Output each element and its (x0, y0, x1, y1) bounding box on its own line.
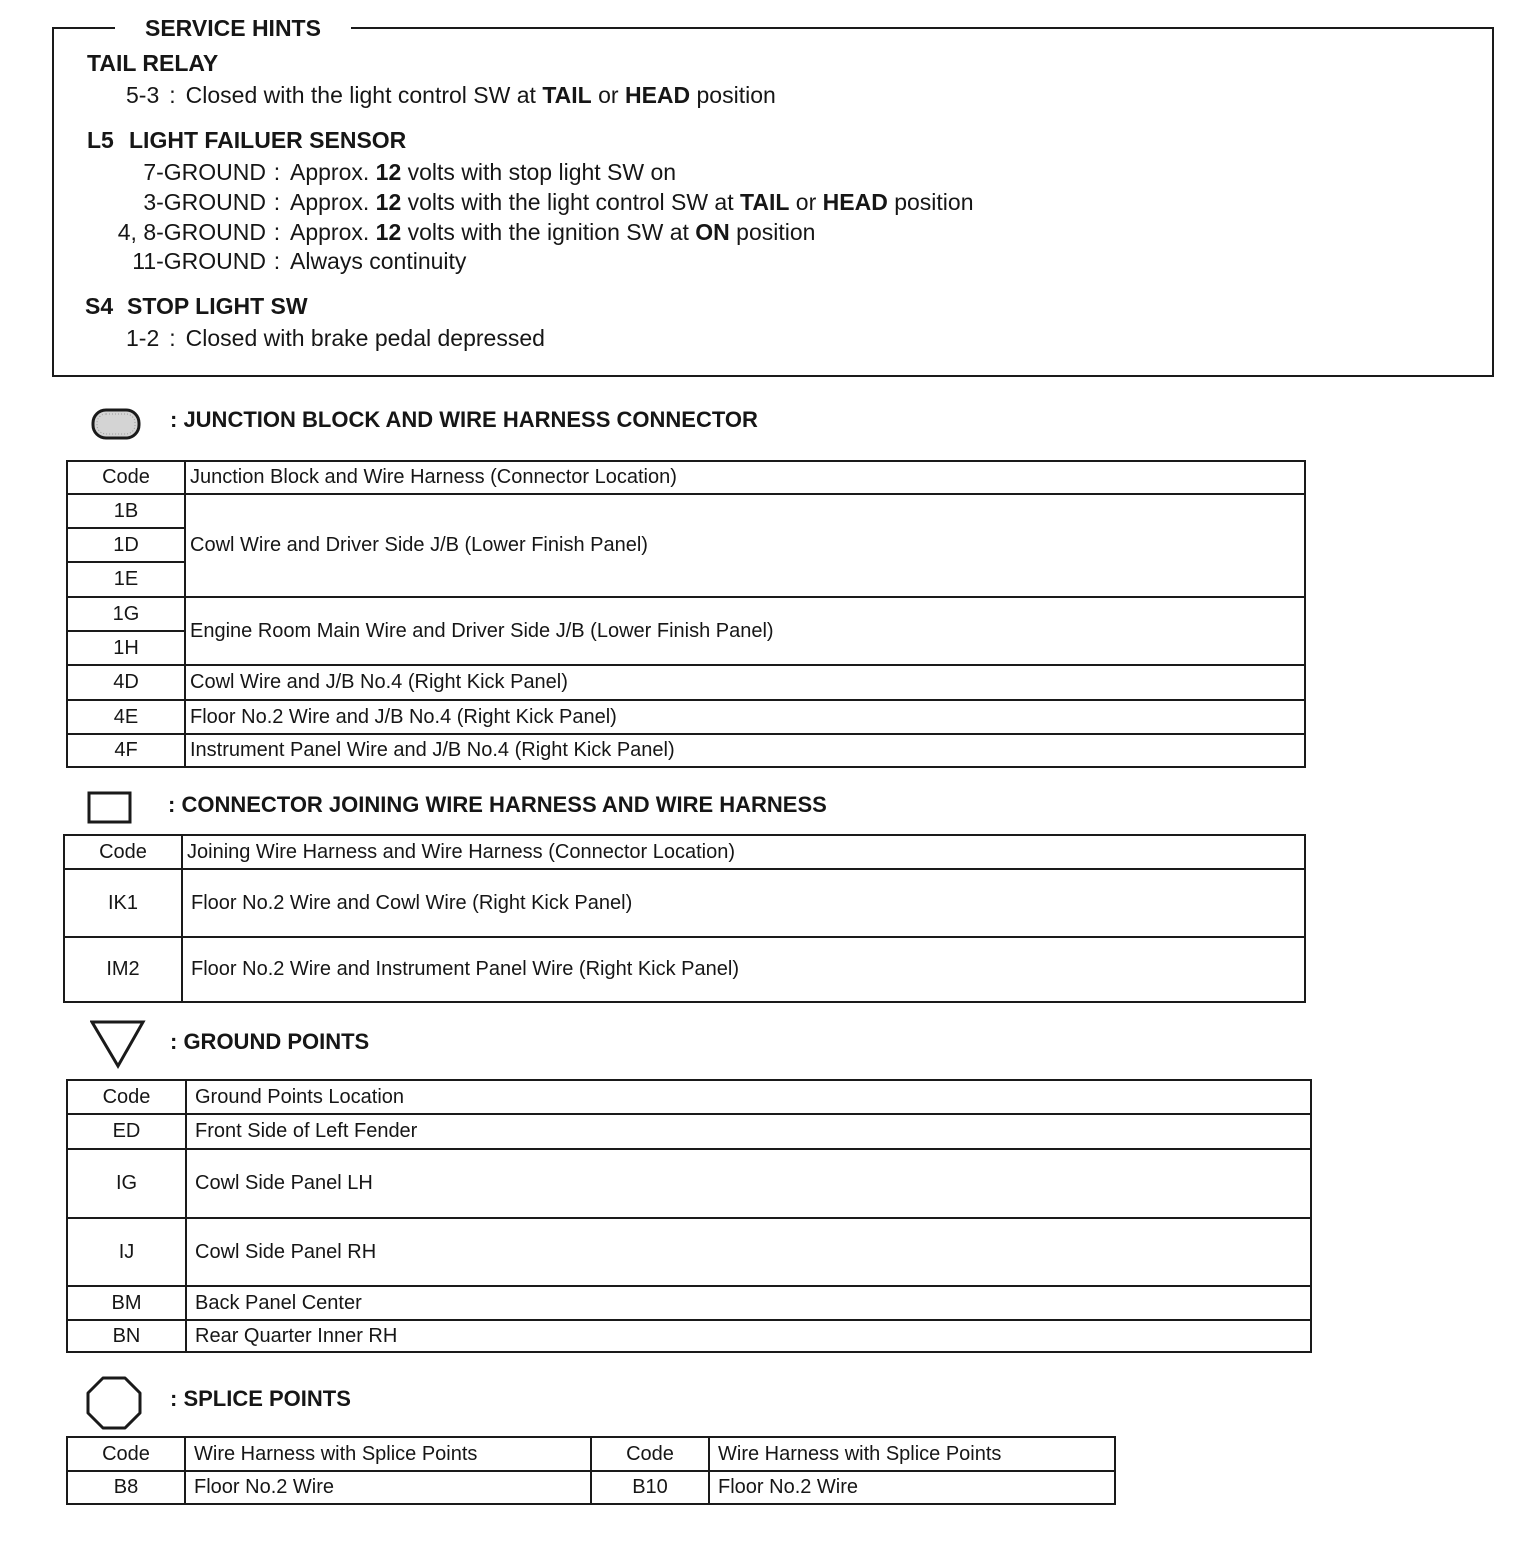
hint-text: Approx. (290, 219, 370, 245)
location-cell: Engine Room Main Wire and Driver Side J/B (Lower Finish Panel) (185, 597, 1305, 665)
hint-text-group (288, 246, 466, 276)
ground-hint-4-8 (90, 217, 815, 247)
table-header-row (67, 1437, 1115, 1471)
hint-emphasis: 12 (375, 159, 402, 185)
terminal-label: 7-GROUND (143, 159, 266, 185)
location-cell: Floor No.2 Wire and J/B No.4 (Right Kick Panel) (185, 700, 1305, 734)
component-name: LIGHT FAILUER SENSOR (129, 127, 407, 153)
table-row (64, 869, 1305, 937)
splice-points-title: : SPLICE POINTS (170, 1386, 351, 1411)
harness-cell: Floor No.2 Wire (709, 1471, 1115, 1504)
hint-emphasis: 12 (375, 189, 402, 215)
code-header: Code (67, 1080, 186, 1114)
table-row (67, 494, 1305, 528)
separator: : (273, 189, 281, 215)
hint-text: position (696, 82, 776, 108)
code-cell: 1E (67, 562, 185, 597)
table-row (67, 1114, 1311, 1149)
code-header: Code (591, 1437, 709, 1471)
table-header-row (67, 461, 1305, 494)
code-cell: IJ (67, 1218, 186, 1286)
hint-text-group (288, 217, 815, 247)
code-header: Code (64, 835, 182, 869)
table-row (67, 734, 1305, 767)
separator: : (273, 159, 281, 185)
ground-hint-3 (90, 187, 973, 217)
location-cell: Rear Quarter Inner RH (186, 1320, 1311, 1352)
table-row (64, 937, 1305, 1002)
junction-block-table (66, 460, 1306, 768)
location-cell: Instrument Panel Wire and J/B No.4 (Right Kick Panel) (185, 734, 1305, 767)
ground-hint-7 (90, 157, 676, 187)
hint-emphasis: HEAD (624, 82, 691, 108)
terminal-label: 5-3 (126, 82, 160, 108)
code-cell: 4D (67, 665, 185, 700)
separator: : (169, 325, 176, 351)
ground-hint-11 (90, 246, 466, 276)
component-code: L5 (87, 127, 114, 153)
location-cell: Cowl Wire and Driver Side J/B (Lower Finish Panel) (185, 494, 1305, 597)
location-header: Joining Wire Harness and Wire Harness (Connector Location) (182, 835, 1305, 869)
table-row (67, 1286, 1311, 1320)
location-header: Junction Block and Wire Harness (Connector Location) (185, 461, 1305, 494)
component-name: STOP LIGHT SW (127, 293, 308, 319)
table-row (67, 1149, 1311, 1218)
table-row (67, 1218, 1311, 1286)
code-cell: 4F (67, 734, 185, 767)
location-header: Ground Points Location (186, 1080, 1311, 1114)
square-connector-icon (87, 791, 133, 825)
code-header: Code (67, 461, 185, 494)
location-cell: Front Side of Left Fender (186, 1114, 1311, 1149)
terminal-label: 3-GROUND (143, 189, 266, 215)
code-cell: 1H (67, 631, 185, 665)
hint-text: Approx. (290, 189, 370, 215)
hint-text: position (736, 219, 816, 245)
junction-block-connector-icon (91, 408, 141, 440)
code-cell: 1D (67, 528, 185, 562)
splice-points-table (66, 1436, 1116, 1505)
hint-emphasis: HEAD (822, 189, 888, 215)
hint-text-group (288, 157, 676, 187)
junction-block-title: : JUNCTION BLOCK AND WIRE HARNESS CONNECTOR (170, 407, 758, 432)
code-cell: BM (67, 1286, 186, 1320)
code-cell: 4E (67, 700, 185, 734)
stop-light-sw-hint (126, 323, 545, 353)
table-row (67, 700, 1305, 734)
hint-text: Always continuity (290, 248, 467, 274)
location-cell: Cowl Side Panel LH (186, 1149, 1311, 1218)
location-cell: Floor No.2 Wire and Instrument Panel Wire (Right Kick Panel) (182, 937, 1305, 1002)
ground-points-table (66, 1079, 1312, 1353)
code-cell: 1B (67, 494, 185, 528)
ground-triangle-icon (90, 1020, 146, 1070)
joining-connector-table (63, 834, 1306, 1003)
hint-text: or (598, 82, 619, 108)
code-cell: IK1 (64, 869, 182, 937)
service-hints-title: SERVICE HINTS (115, 13, 351, 43)
code-header: Code (67, 1437, 185, 1471)
hint-text: Closed with brake pedal depressed (185, 325, 545, 351)
table-row (67, 665, 1305, 700)
hint-text: or (795, 189, 817, 215)
table-header-row (67, 1080, 1311, 1114)
joining-connector-title: : CONNECTOR JOINING WIRE HARNESS AND WIRE HARNESS (168, 792, 827, 817)
hint-emphasis: TAIL (542, 82, 592, 108)
code-cell: ED (67, 1114, 186, 1149)
ground-points-title: : GROUND POINTS (170, 1029, 370, 1054)
table-row (67, 1471, 1115, 1504)
hint-text: volts with the ignition SW at (407, 219, 689, 245)
code-cell: IM2 (64, 937, 182, 1002)
harness-header: Wire Harness with Splice Points (709, 1437, 1115, 1471)
hint-text: volts with the light control SW at (407, 189, 734, 215)
table-row (67, 1320, 1311, 1352)
location-cell: Back Panel Center (186, 1286, 1311, 1320)
harness-cell: Floor No.2 Wire (185, 1471, 591, 1504)
separator: : (169, 82, 176, 108)
hint-emphasis: ON (695, 219, 730, 245)
tail-relay-hint (126, 80, 776, 110)
light-failure-sensor-heading (87, 125, 406, 155)
code-cell: B8 (67, 1471, 185, 1504)
hint-text: Approx. (290, 159, 370, 185)
splice-octagon-icon (86, 1376, 142, 1430)
terminal-label: 1-2 (126, 325, 160, 351)
harness-header: Wire Harness with Splice Points (185, 1437, 591, 1471)
hint-emphasis: TAIL (740, 189, 790, 215)
hint-text: position (894, 189, 974, 215)
location-cell: Cowl Side Panel RH (186, 1218, 1311, 1286)
hint-emphasis: 12 (375, 219, 402, 245)
tail-relay-heading: TAIL RELAY (87, 50, 219, 76)
hint-text: volts with stop light SW on (407, 159, 677, 185)
hint-text-group (288, 187, 973, 217)
hint-text: Closed with the light control SW at (185, 82, 536, 108)
code-cell: IG (67, 1149, 186, 1218)
terminal-label: 11-GROUND (132, 248, 266, 274)
table-row (67, 597, 1305, 631)
table-header-row (64, 835, 1305, 869)
code-cell: 1G (67, 597, 185, 631)
location-cell: Floor No.2 Wire and Cowl Wire (Right Kick Panel) (182, 869, 1305, 937)
stop-light-sw-heading (85, 291, 308, 321)
terminal-label: 4, 8-GROUND (117, 219, 266, 245)
separator: : (273, 219, 281, 245)
code-cell: B10 (591, 1471, 709, 1504)
component-code: S4 (85, 293, 114, 319)
location-cell: Cowl Wire and J/B No.4 (Right Kick Panel) (185, 665, 1305, 700)
separator: : (273, 248, 281, 274)
code-cell: BN (67, 1320, 186, 1352)
